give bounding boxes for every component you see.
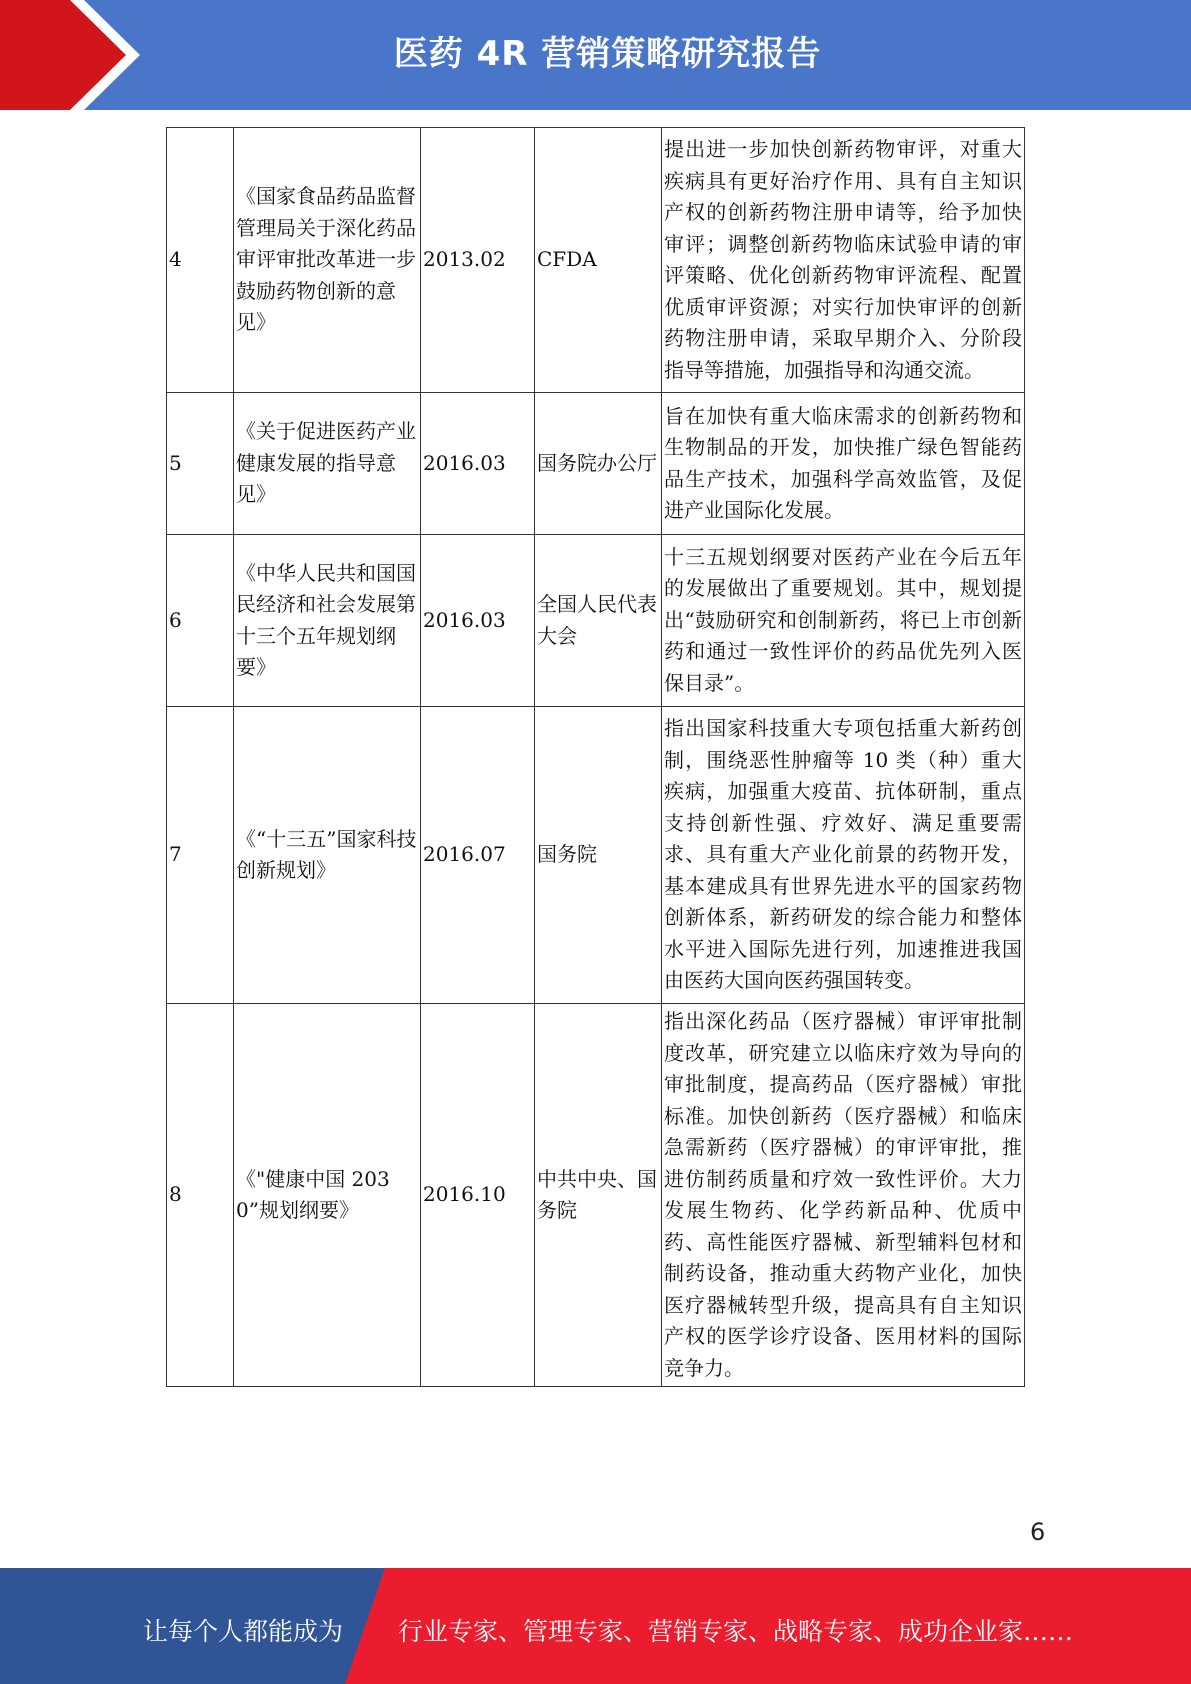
policy-table <box>166 127 1025 1387</box>
row-number: 4 <box>167 128 234 393</box>
policy-content: 指出国家科技重大专项包括重大新药创制，围绕恶性肿瘤等 10 类（种）重大疾病，加强重大疫苗、抗体研制，重点支持创新性强、疗效好、满足重要需求、具有重大产业化前景的药物开发，基本建成具有世界先进水平的国家药物创新体系，新药研发的综合能力和整体水平进入国际先进行列，加速推进我国由医药大国向医药强国转变。 <box>662 707 1025 1004</box>
policy-date: 2016.07 <box>421 707 535 1004</box>
table-row <box>167 128 1025 393</box>
policy-name: 《"健康中国 2030”规划纲要》 <box>234 1004 421 1387</box>
footer-slogan-right: 行业专家、管理专家、营销专家、战略专家、成功企业家…… <box>398 1617 1074 1646</box>
policy-content: 指出深化药品（医疗器械）审评审批制度改革，研究建立以临床疗效为导向的审批制度，提高药品（医疗器械）审批标准。加快创新药（医疗器械）和临床急需新药（医疗器械）的审评审批，推进仿制药质量和疗效一致性评价。大力发展生物药、化学药新品种、优质中药、高性能医疗器械、新型辅料包材和制药设备，推动重大药物产业化，加快医疗器械转型升级，提高具有自主知识产权的医学诊疗设备、医用材料的国际竞争力。 <box>662 1004 1025 1387</box>
policy-content: 十三五规划纲要对医药产业在今后五年的发展做出了重要规划。其中，规划提出“鼓励研究和创制新药，将已上市创新药和通过一致性评价的药品优先列入医保目录”。 <box>662 535 1025 707</box>
policy-issuer: CFDA <box>535 128 662 393</box>
policy-content: 提出进一步加快创新药物审评，对重大疾病具有更好治疗作用、具有自主知识产权的创新药物注册申请等，给予加快审评；调整创新药物临床试验申请的审评策略、优化创新药物审评流程、配置优质审评资源；对实行加快审评的创新药物注册申请，采取早期介入、分阶段指导等措施，加强指导和沟通交流。 <box>662 128 1025 393</box>
footer-slogan-left: 让每个人都能成为 <box>143 1617 344 1646</box>
policy-name: 《国家食品药品监督管理局关于深化药品审评审批改革进一步鼓励药物创新的意见》 <box>234 128 421 393</box>
policy-issuer: 中共中央、国务院 <box>535 1004 662 1387</box>
report-title: 医药 4R 营销策略研究报告 <box>393 34 822 74</box>
page-footer <box>0 1568 1191 1684</box>
row-number: 5 <box>167 393 234 535</box>
policy-issuer: 国务院 <box>535 707 662 1004</box>
policy-date: 2016.03 <box>421 393 535 535</box>
table-row <box>167 707 1025 1004</box>
page-header <box>0 0 1191 110</box>
policy-content: 旨在加快有重大临床需求的创新药物和生物制品的开发，加快推广绿色智能药品生产技术，加强科学高效监管，及促进产业国际化发展。 <box>662 393 1025 535</box>
policy-date: 2013.02 <box>421 128 535 393</box>
policy-issuer: 国务院办公厅 <box>535 393 662 535</box>
page-number: 6 <box>1030 1518 1046 1546</box>
policy-name: 《关于促进医药产业健康发展的指导意见》 <box>234 393 421 535</box>
row-number: 8 <box>167 1004 234 1387</box>
table-row <box>167 1004 1025 1387</box>
policy-name: 《“十三五”国家科技创新规划》 <box>234 707 421 1004</box>
table-row <box>167 393 1025 535</box>
table-row <box>167 535 1025 707</box>
policy-date: 2016.10 <box>421 1004 535 1387</box>
row-number: 6 <box>167 535 234 707</box>
policy-issuer: 全国人民代表大会 <box>535 535 662 707</box>
policy-name: 《中华人民共和国国民经济和社会发展第十三个五年规划纲要》 <box>234 535 421 707</box>
policy-date: 2016.03 <box>421 535 535 707</box>
row-number: 7 <box>167 707 234 1004</box>
